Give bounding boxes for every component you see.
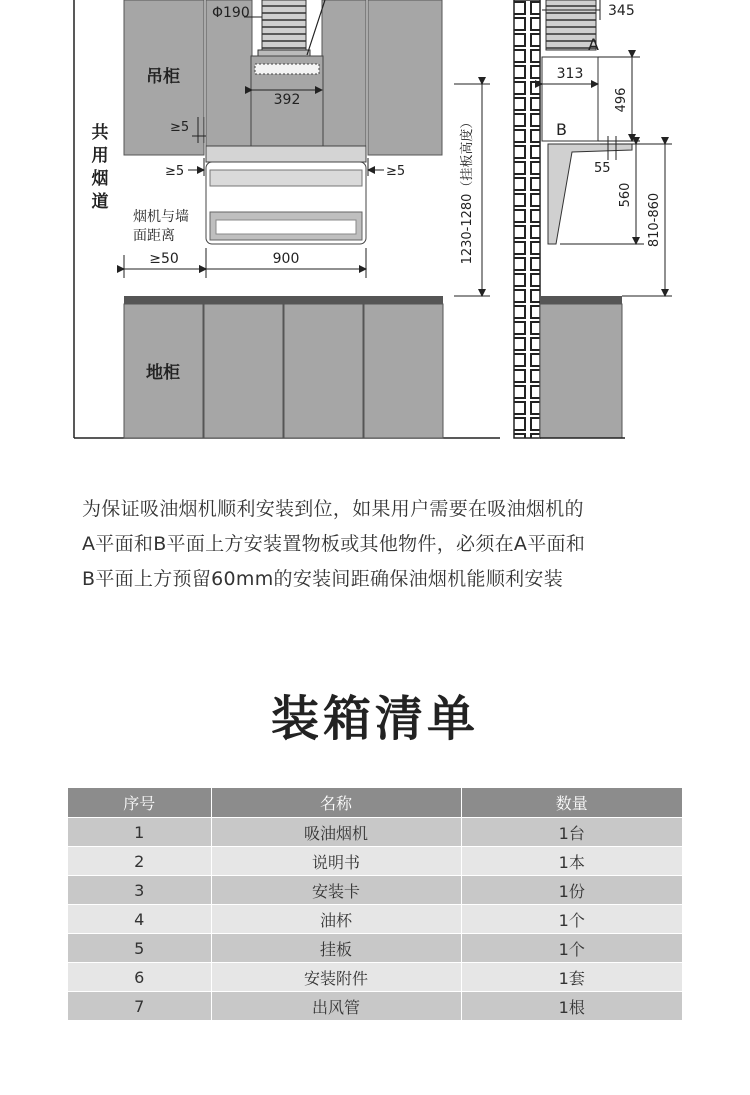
dim-55-label: 55 [594, 161, 611, 176]
side-floor-cabinet [540, 304, 622, 438]
countertop [124, 296, 443, 304]
svg-text:496: 496 [614, 87, 629, 113]
cell-name: 油杯 [211, 905, 461, 934]
cell-quantity: 1根 [461, 992, 682, 1021]
header-quantity: 数量 [461, 788, 682, 818]
cell-quantity: 1台 [461, 818, 682, 847]
svg-text:用: 用 [91, 146, 109, 166]
floor-cabinet-label: 地柜 [146, 363, 180, 383]
upper-cabinet-label: 吊柜 [146, 67, 180, 87]
cell-name: 出风管 [211, 992, 461, 1021]
table-row [68, 963, 682, 992]
cell-name: 吸油烟机 [211, 818, 461, 847]
cell-quantity: 1本 [461, 847, 682, 876]
cell-quantity: 1套 [461, 963, 682, 992]
svg-text:900: 900 [272, 251, 300, 267]
installation-note [82, 492, 722, 597]
cell-name: 安装附件 [211, 963, 461, 992]
mount-height-label: 1230-1280（挂板高度） [460, 115, 475, 265]
header-name: 名称 [211, 788, 461, 818]
cell-name: 说明书 [211, 847, 461, 876]
dim-345-label: 345 [608, 3, 635, 19]
svg-text:≥50: ≥50 [149, 251, 179, 267]
svg-text:313: 313 [556, 66, 584, 82]
brick-wall [514, 0, 540, 438]
cell-quantity: 1份 [461, 876, 682, 905]
side-countertop [540, 296, 622, 304]
note-line-3: B平面上方预留60mm的安装间距确保油烟机能顺利安装 [82, 568, 564, 590]
svg-text:共: 共 [91, 123, 109, 143]
svg-text:道: 道 [91, 192, 109, 212]
cell-index: 2 [68, 847, 211, 876]
cell-index: 3 [68, 876, 211, 905]
gap-top-label: ≥5 [170, 120, 190, 135]
table-row [68, 818, 682, 847]
table-header-row [68, 788, 682, 818]
svg-text:392: 392 [273, 92, 301, 108]
cell-quantity: 1个 [461, 905, 682, 934]
cell-index: 1 [68, 818, 211, 847]
table-row [68, 876, 682, 905]
gap-right-label: ≥5 [386, 164, 406, 179]
hood-canopy [206, 146, 366, 244]
cell-quantity: 1个 [461, 934, 682, 963]
plane-a-label: A [588, 35, 599, 54]
installation-diagram [0, 0, 750, 450]
cell-index: 6 [68, 963, 211, 992]
exhaust-duct [258, 0, 310, 56]
packing-list-table [68, 788, 682, 1021]
svg-text:810-860: 810-860 [647, 192, 662, 248]
wall-distance-label-1: 烟机与墙 [133, 209, 189, 225]
cell-index: 4 [68, 905, 211, 934]
table-row [68, 934, 682, 963]
wall-distance-label-2: 面距离 [133, 228, 175, 244]
gap-left-label: ≥5 [165, 164, 185, 179]
shared-flue-label [91, 122, 109, 212]
packing-list-title: 装箱清单 [270, 691, 479, 747]
svg-text:烟: 烟 [91, 169, 109, 189]
note-line-1: 为保证吸油烟机顺利安装到位，如果用户需要在吸油烟机的 [82, 498, 584, 520]
table-row [68, 992, 682, 1021]
cell-index: 5 [68, 934, 211, 963]
duct-diameter-label: Φ190 [212, 5, 250, 21]
table-row [68, 847, 682, 876]
table-row [68, 905, 682, 934]
note-line-2: A平面和B平面上方安装置物板或其他物件，必须在A平面和 [82, 533, 586, 555]
cell-index: 7 [68, 992, 211, 1021]
plane-b-label: B [556, 120, 567, 139]
header-index: 序号 [68, 788, 211, 818]
cell-name: 安装卡 [211, 876, 461, 905]
cell-name: 挂板 [211, 934, 461, 963]
svg-text:560: 560 [618, 182, 633, 208]
